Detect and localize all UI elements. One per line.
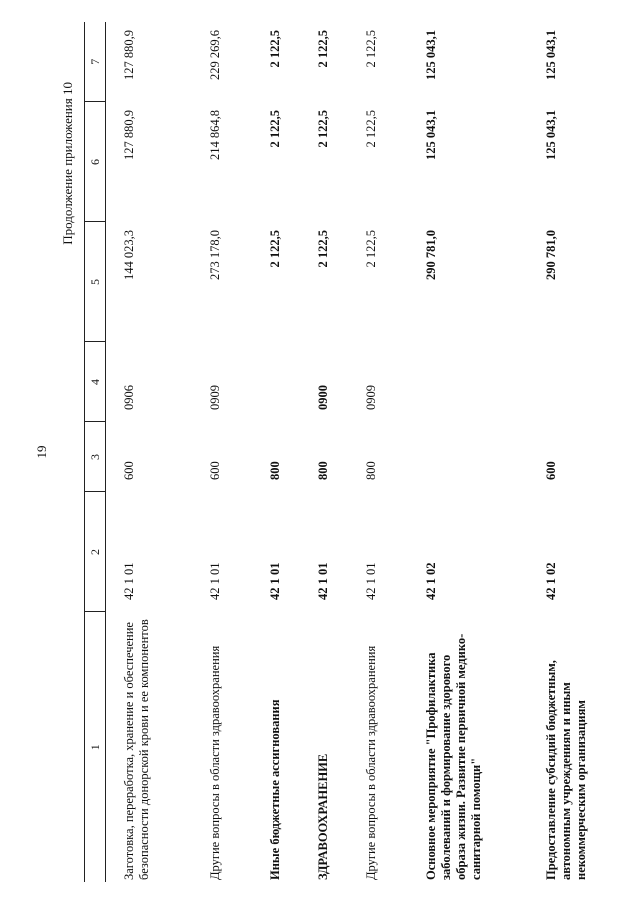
row-target-code: 42 1 01 [122, 562, 136, 600]
row-value-2: 2 122,5 [364, 110, 378, 148]
row-value-3: 125 043,1 [544, 30, 558, 80]
table-row [408, 22, 528, 882]
row-value-3: 2 122,5 [316, 30, 330, 68]
table-row [528, 22, 614, 882]
row-name: Заготовка, переработка, хранение и обеспечение безопасности донорской крови и ее компонентов [122, 619, 151, 880]
row-expense-type [408, 422, 528, 492]
row-value-1: 2 122,5 [364, 230, 378, 268]
row-value-2: 214 864,8 [208, 110, 222, 160]
page-number: 19 [34, 445, 49, 459]
row-value-1: 290 781,0 [424, 230, 438, 280]
header-col-7: 7 [85, 22, 106, 102]
row-target-code: 42 1 01 [208, 562, 222, 600]
header-col-4: 4 [85, 342, 106, 422]
row-expense-type: 800 [364, 461, 378, 480]
row-value-2: 2 122,5 [316, 110, 330, 148]
row-name: Предоставление субсидий бюджетным, автономным учреждениям и иным некоммерческим организациям [544, 660, 588, 880]
row-expense-type: 800 [268, 461, 282, 480]
header-col-1: 1 [85, 612, 106, 882]
row-name: ЗДРАВООХРАНЕНИЕ [316, 753, 330, 880]
row-value-2: 125 043,1 [424, 110, 438, 160]
row-value-2: 127 880,9 [122, 110, 136, 160]
row-value-3: 125 043,1 [424, 30, 438, 80]
row-value-2: 2 122,5 [268, 110, 282, 148]
header-col-2: 2 [85, 492, 106, 612]
row-value-1: 2 122,5 [316, 230, 330, 268]
row-value-3: 2 122,5 [364, 30, 378, 68]
continuation-label: Продолжение приложения 10 [60, 82, 75, 245]
header-col-3: 3 [85, 422, 106, 492]
row-target-code: 42 1 02 [424, 562, 438, 600]
row-expense-type: 800 [316, 461, 330, 480]
row-value-3: 127 880,9 [122, 30, 136, 80]
table-row [106, 22, 193, 882]
row-target-code: 42 1 01 [268, 562, 282, 600]
row-name: Основное мероприятие "Профилактика заболеваний и формирование здорового образа жизни. Развитие первичной медико-санитарной помощи" [424, 633, 483, 880]
row-value-2: 125 043,1 [544, 110, 558, 160]
row-expense-type: 600 [122, 461, 136, 480]
row-target-code: 42 1 01 [364, 562, 378, 600]
header-col-6: 6 [85, 102, 106, 222]
row-value-3: 229 269,6 [208, 30, 222, 80]
row-value-3: 2 122,5 [268, 30, 282, 68]
row-section: 0909 [208, 385, 222, 410]
row-target-code: 42 1 02 [544, 562, 558, 600]
row-section [252, 342, 300, 422]
row-name: Другие вопросы в области здравоохранения [364, 645, 378, 880]
row-value-1: 273 178,0 [208, 230, 222, 280]
row-value-1: 144 023,3 [122, 230, 136, 280]
row-value-1: 2 122,5 [268, 230, 282, 268]
header-col-5: 5 [85, 222, 106, 342]
row-target-code: 42 1 01 [316, 562, 330, 600]
rotated-sheet [50, 22, 590, 882]
budget-table [84, 22, 614, 882]
row-section [408, 342, 528, 422]
header-row [85, 22, 106, 882]
table-row [348, 22, 408, 882]
row-expense-type: 600 [208, 461, 222, 480]
row-section: 0900 [316, 385, 330, 410]
table-row [252, 22, 300, 882]
table-row [300, 22, 348, 882]
row-value-1: 290 781,0 [544, 230, 558, 280]
row-section: 0906 [122, 385, 136, 410]
table-row [192, 22, 252, 882]
row-expense-type: 600 [544, 461, 558, 480]
row-section: 0909 [364, 385, 378, 410]
row-section [528, 342, 614, 422]
row-name: Другие вопросы в области здравоохранения [208, 645, 222, 880]
row-name: Иные бюджетные ассигнования [268, 699, 282, 880]
